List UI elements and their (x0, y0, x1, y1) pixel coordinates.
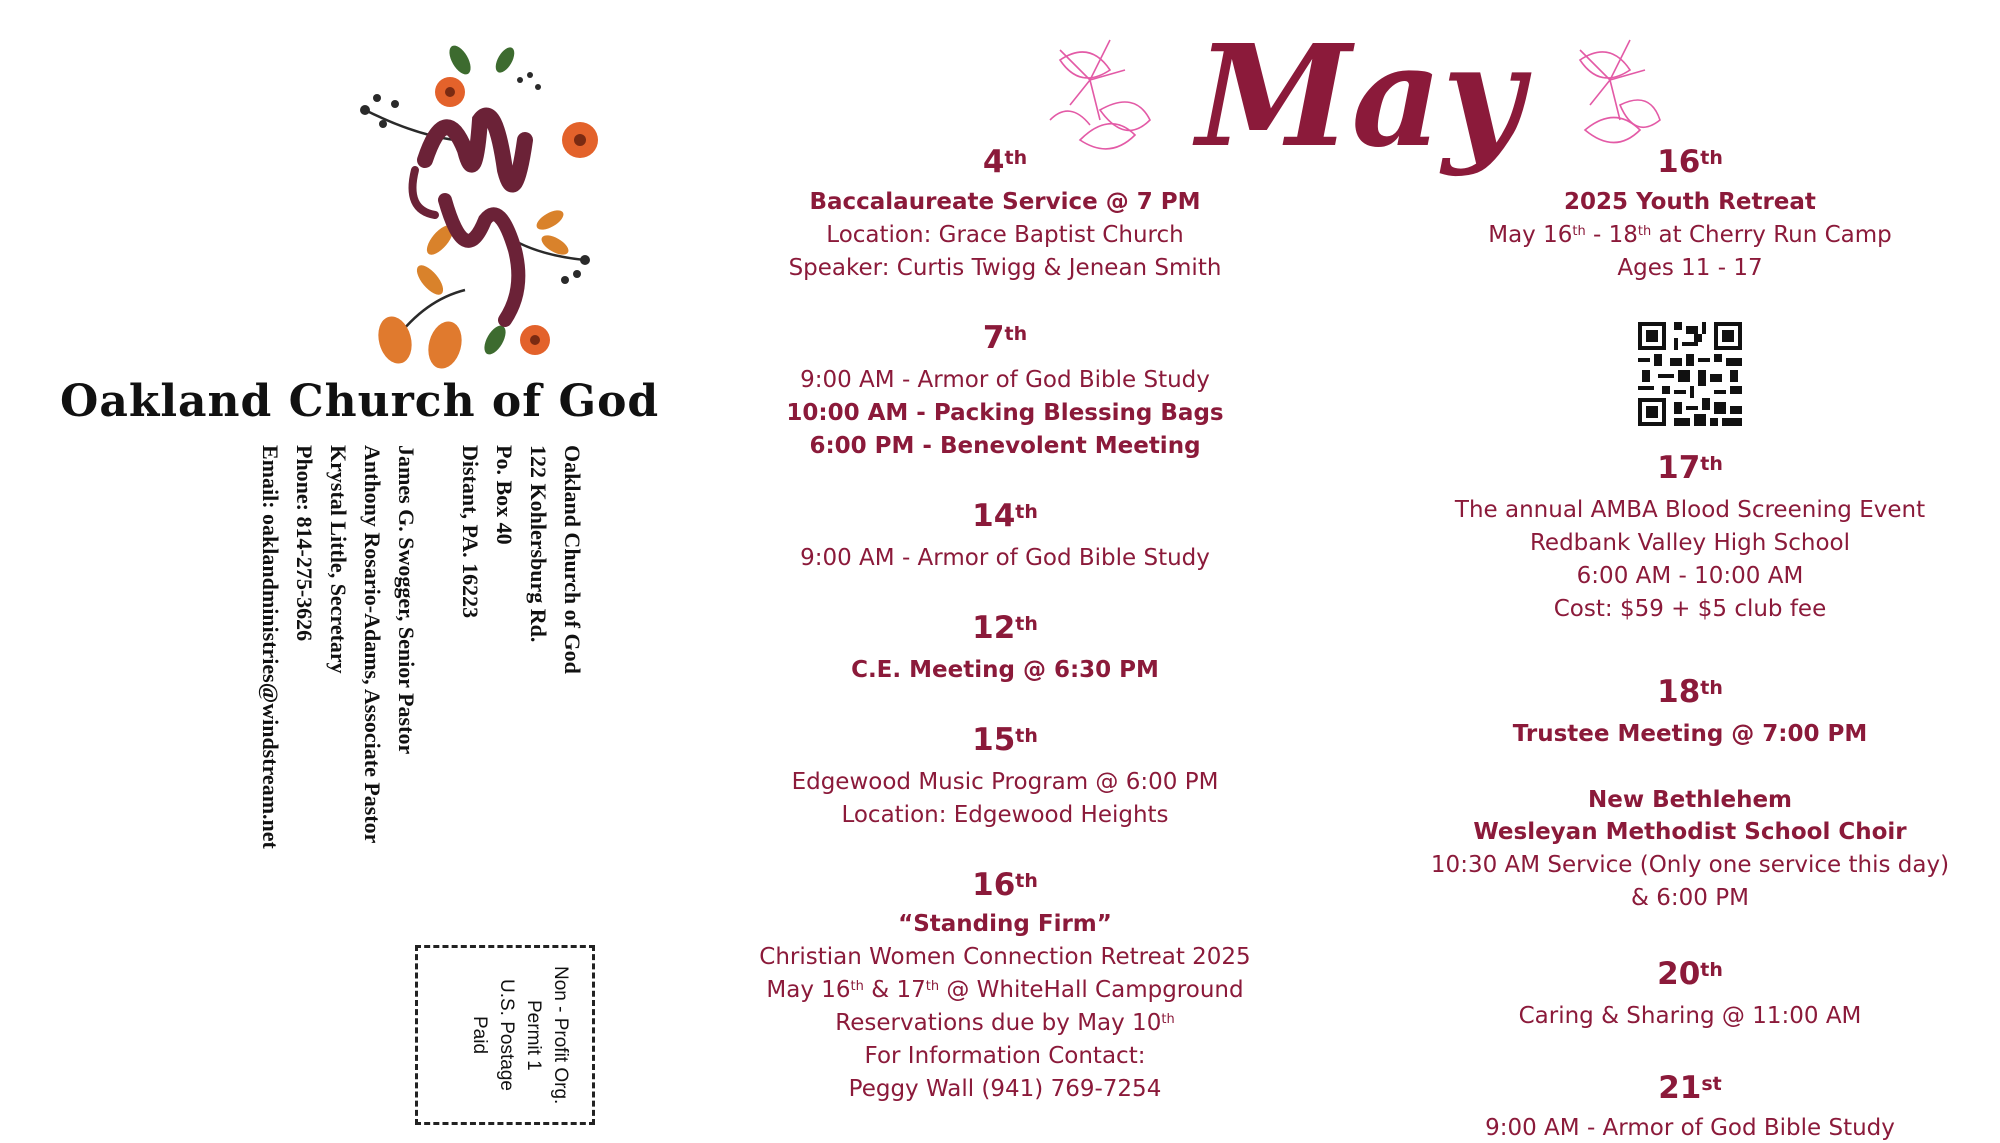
event-line: Cost: $59 + $5 club fee (1553, 596, 1827, 622)
address-line-4: Distant, PA. 16223 (458, 445, 483, 619)
postage-text (466, 960, 574, 1110)
event-line: May 16th & 17th @ WhiteHall Campground (766, 977, 1244, 1003)
event-line: Wesleyan Methodist School Choir (1473, 819, 1907, 845)
event-day: 15th (972, 722, 1038, 758)
event-line: Speaker: Curtis Twigg & Jenean Smith (788, 255, 1222, 281)
may-header (1040, 20, 1670, 210)
event-line: 10:30 AM Service (Only one service this day) (1430, 852, 1950, 878)
staff-line-pastor: James G. Swogger, Senior Pastor (394, 445, 419, 755)
postage-indicia (415, 945, 595, 1125)
phone-line: Phone: 814-275-3626 (292, 445, 317, 642)
email-line: Email: oaklandministries@windstream.net (258, 445, 283, 849)
event-line: May 16th - 18th at Cherry Run Camp (1488, 222, 1892, 248)
event-line: & 6:00 PM (1631, 885, 1749, 911)
address-line-3: Po. Box 40 (492, 445, 517, 545)
postage-line: U.S. Postage (496, 979, 517, 1091)
event-line: “Standing Firm” (898, 911, 1112, 937)
event-line: 9:00 AM - Armor of God Bible Study (1485, 1115, 1895, 1141)
event-line: Baccalaureate Service @ 7 PM (809, 189, 1201, 215)
event-day: 18th (1657, 674, 1723, 710)
event-line: Reservations due by May 10th (835, 1010, 1175, 1036)
event-line: For Information Contact: (864, 1043, 1146, 1069)
event-day: 16th (1657, 144, 1723, 180)
event-day: 16th (972, 867, 1038, 903)
event-day: 21st (1658, 1070, 1722, 1106)
event-day: 20th (1657, 956, 1723, 992)
event-day: 7th (982, 320, 1028, 356)
lily-left-icon (1050, 40, 1150, 149)
event-line: New Bethlehem (1587, 787, 1793, 813)
address-line-2: 122 Kohlersburg Rd. (526, 445, 551, 643)
staff-line-associate: Anthony Rosario-Adams, Associate Pastor (360, 445, 385, 844)
event-day: 14th (972, 498, 1038, 534)
event-line: Caring & Sharing @ 11:00 AM (1518, 1003, 1862, 1029)
event-line: 10:00 AM - Packing Blessing Bags (786, 400, 1224, 426)
event-line: 6:00 PM - Benevolent Meeting (809, 433, 1201, 459)
event-day: 12th (972, 610, 1038, 646)
event-day: 17th (1657, 450, 1723, 486)
mailing-panel (0, 0, 700, 1143)
may-title: May (1196, 20, 1524, 179)
event-line: Edgewood Music Program @ 6:00 PM (791, 769, 1219, 795)
event-line: C.E. Meeting @ 6:30 PM (851, 657, 1159, 683)
event-line: 9:00 AM - Armor of God Bible Study (800, 545, 1210, 571)
event-day: 4th (982, 144, 1028, 180)
lily-right-icon (1580, 40, 1660, 143)
event-line: Peggy Wall (941) 769-7254 (848, 1076, 1162, 1102)
event-line: 9:00 AM - Armor of God Bible Study (800, 367, 1210, 393)
event-line: Trustee Meeting @ 7:00 PM (1512, 721, 1868, 747)
address-line-1: Oakland Church of God (560, 445, 585, 674)
staff-line-secretary: Krystal Little, Secretary (326, 445, 351, 674)
event-line: Ages 11 - 17 (1617, 255, 1763, 281)
postage-line: Non - Profit Org. (550, 965, 571, 1105)
event-line: The annual AMBA Blood Screening Event (1454, 497, 1926, 523)
postage-line: Permit 1 (523, 999, 544, 1071)
event-line: Location: Grace Baptist Church (826, 222, 1184, 248)
event-line: Location: Edgewood Heights (841, 802, 1169, 828)
leaf-icons (373, 42, 571, 370)
event-line: 2025 Youth Retreat (1564, 189, 1816, 215)
qr-code-icon[interactable] (1638, 322, 1742, 426)
church-name: Oakland Church of God (60, 376, 660, 427)
may-floral-logo (355, 40, 605, 370)
event-line: Christian Women Connection Retreat 2025 (759, 944, 1251, 970)
event-line: 6:00 AM - 10:00 AM (1576, 563, 1804, 589)
postage-line: Paid (469, 1015, 490, 1055)
event-line: Redbank Valley High School (1529, 530, 1851, 556)
